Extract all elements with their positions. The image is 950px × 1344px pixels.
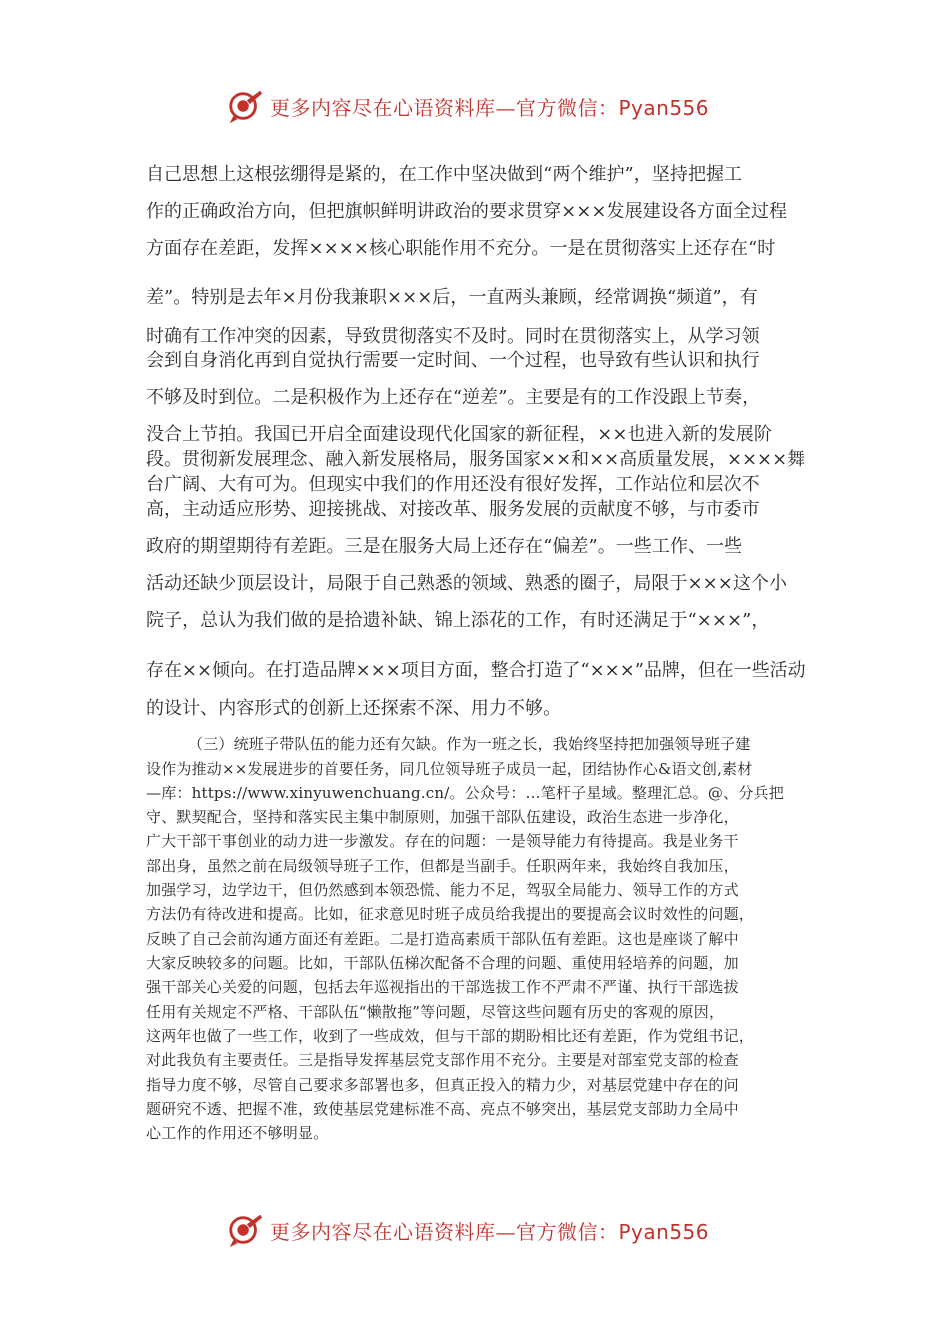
text-line: 部出身，虽然之前在局级领导班子工作，但都是当副手。任职两年来，我始终自我加压，	[146, 857, 739, 875]
text-line: 心工作的作用还不够明显。	[146, 1124, 329, 1142]
text-line: 题研究不透、把握不准，致使基层党建标准不高、亮点不够突出，基层党支部助力全局中	[146, 1100, 739, 1118]
text-line: 设作为推动××发展进步的首要任务，同几位领导班子成员一起，团结协作心&语文创,素材	[146, 760, 753, 778]
text-line: 方面存在差距，发挥××××核心职能作用不充分。一是在贯彻落实上还存在“时	[146, 238, 776, 259]
text-line: 对此我负有主要责任。三是指导发挥基层党支部作用不充分。主要是对部室党支部的检查	[146, 1051, 739, 1069]
watermark-text	[270, 92, 709, 121]
watermark-banner-bottom	[226, 1210, 746, 1250]
text-line: （三）统班子带队伍的能力还有欠缺。作为一班之长，我始终坚持把加强领导班子建	[188, 735, 751, 753]
text-line: 存在××倾向。在打造品牌×××项目方面，整合打造了“×××”品牌，但在一些活动	[146, 660, 806, 681]
text-line: —库：https://www.xinyuwenchuang.cn/。公众号：…笔杆子星域。整理汇总。@、分兵把	[146, 784, 784, 802]
text-line: 差”。特别是去年×月份我兼职×××后，一直两头兼顾，经常调换“频道”，有	[146, 287, 758, 308]
text-line: 台广阔、大有可为。但现实中我们的作用还没有很好发挥，工作站位和层次不	[146, 474, 760, 495]
text-line: 院子，总认为我们做的是拾遗补缺、锦上添花的工作，有时还满足于“×××”，	[146, 610, 770, 631]
text-line: 这两年也做了一些工作，收到了一些成效，但与干部的期盼相比还有差距，作为党组书记，	[146, 1027, 755, 1045]
text-line: 反映了自己会前沟通方面还有差距。二是打造高素质干部队伍有差距。这也是座谈了解中	[146, 930, 739, 948]
pen-logo-icon	[226, 1211, 264, 1249]
text-line: 时确有工作冲突的因素，导致贯彻落实不及时。同时在贯彻落实上，从学习领	[146, 326, 760, 347]
text-line: 强干部关心关爱的问题，包括去年巡视指出的干部选拔工作不严肃不严谨、执行干部选拔	[146, 978, 739, 996]
watermark-banner-top	[226, 86, 746, 126]
text-line: 加强学习，边学边干，但仍然感到本领恐慌、能力不足，驾驭全局能力、领导工作的方式	[146, 881, 739, 899]
watermark-text	[270, 1216, 709, 1245]
text-line: 守、默契配合，坚持和落实民主集中制原则，加强干部队伍建设，政治生态进一步净化，	[146, 808, 739, 826]
text-line: 方法仍有待改进和提高。比如，征求意见时班子成员给我提出的要提高会议时效性的问题，	[146, 905, 755, 923]
text-line: 没合上节拍。我国已开启全面建设现代化国家的新征程，××也进入新的发展阶	[146, 424, 772, 445]
pen-logo-icon	[226, 87, 264, 125]
text-line: 段。贯彻新发展理念、融入新发展格局，服务国家××和××高质量发展，××××舞	[146, 449, 806, 470]
watermark-label: 更多内容尽在心语资料库—官方微信：	[270, 95, 619, 120]
watermark-handle: Pyan556	[618, 95, 710, 120]
text-line: 任用有关规定不严格、干部队伍“懒散拖”等问题，尽管这些问题有历史的客观的原因，	[146, 1003, 725, 1021]
text-line: 作的正确政治方向，但把旗帜鲜明讲政治的要求贯穿×××发展建设各方面全过程	[146, 201, 788, 222]
text-line: 政府的期望期待有差距。三是在服务大局上还存在“偏差”。一些工作、一些	[146, 536, 743, 557]
text-line: 的设计、内容形式的创新上还探索不深、用力不够。	[146, 698, 562, 719]
text-line: 活动还缺少顶层设计，局限于自己熟悉的领域、熟悉的圈子，局限于×××这个小	[146, 573, 788, 594]
text-line: 自己思想上这根弦绷得是紧的，在工作中坚决做到“两个维护”，坚持把握工	[146, 164, 743, 185]
text-line: 大家反映较多的问题。比如，干部队伍梯次配备不合理的问题、重使用轻培养的问题，加	[146, 954, 739, 972]
text-line: 高，主动适应形势、迎接挑战、对接改革、服务发展的贡献度不够，与市委市	[146, 499, 760, 520]
watermark-handle: Pyan556	[618, 1219, 710, 1244]
text-line: 会到自身消化再到自觉执行需要一定时间、一个过程，也导致有些认识和执行	[146, 350, 760, 371]
watermark-label: 更多内容尽在心语资料库—官方微信：	[270, 1219, 619, 1244]
text-line: 广大干部干事创业的动力进一步激发。存在的问题：一是领导能力有待提高。我是业务干	[146, 832, 739, 850]
text-line: 不够及时到位。二是积极作为上还存在“逆差”。主要是有的工作没跟上节奏，	[146, 387, 761, 408]
text-line: 指导力度不够，尽管自己要求多部署也多，但真正投入的精力少，对基层党建中存在的问	[146, 1076, 739, 1094]
